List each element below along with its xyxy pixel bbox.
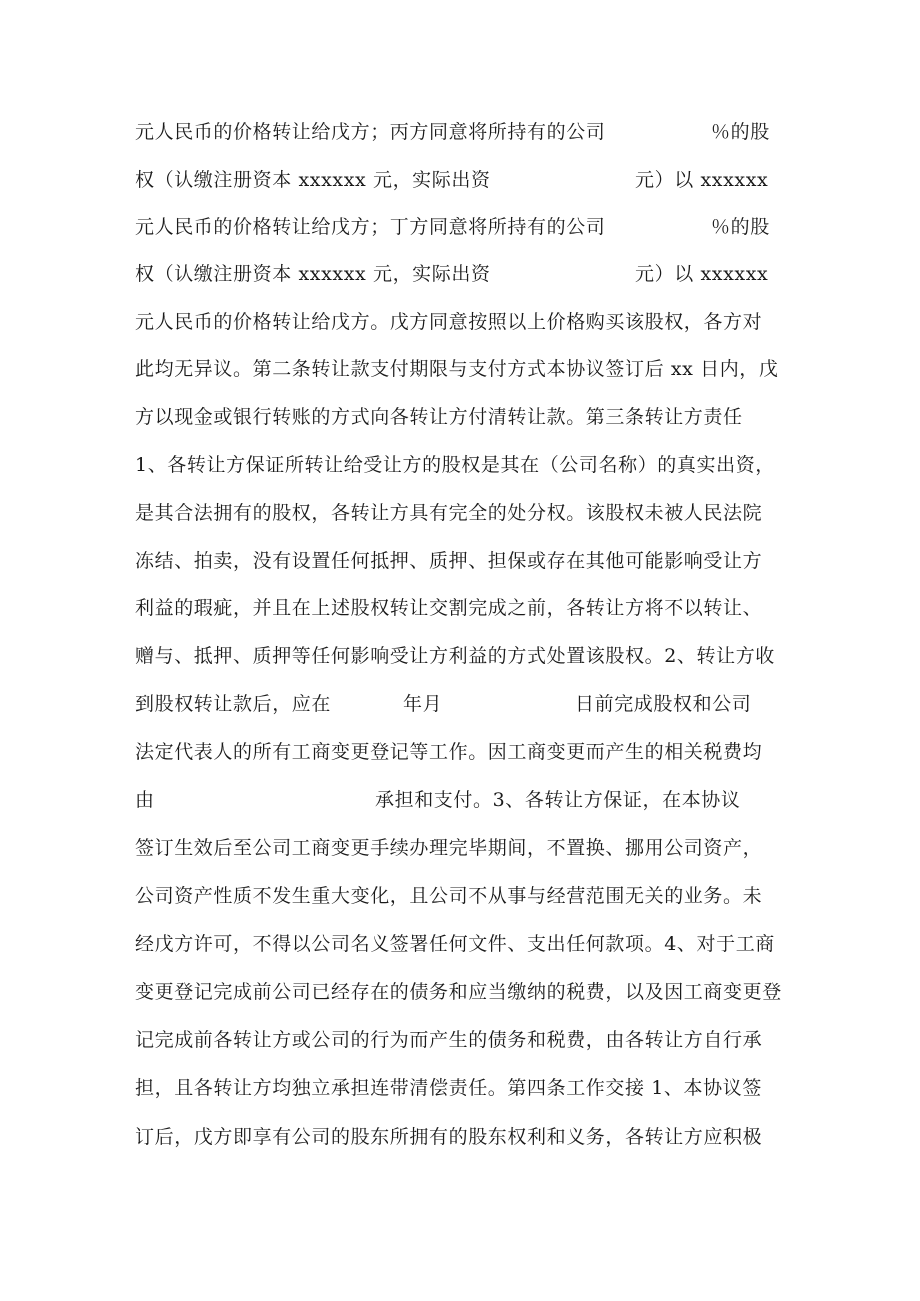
text-segment: 方以现金或银行转账的方式向各转让方付清转让款。第三条转让方责任: [135, 406, 743, 428]
text-segment: 公司资产性质不发生重大变化，且公司不从事与经营范围无关的业务。未: [135, 885, 763, 907]
text-segment: 元人民币的价格转让给戊方；丁方同意将所持有的公司: [135, 216, 606, 238]
text-segment: 权（认缴注册资本 xxxxxx 元，实际出资: [135, 263, 491, 285]
text-segment: 元人民币的价格转让给戊方；丙方同意将所持有的公司: [135, 121, 606, 143]
text-line: [135, 1123, 763, 1207]
text-segment: 元）以 xxxxxx: [635, 263, 769, 285]
text-segment: 赠与、抵押、质押等任何影响受让方利益的方式处置该股权。2、转让方收: [135, 645, 775, 667]
text-segment: 担，且各转让方均独立承担连带清偿责任。第四条工作交接 1、本协议签: [135, 1077, 762, 1099]
text-segment: 此均无异议。第二条转让款支付期限与支付方式本协议签订后 xx 日内，戊: [135, 358, 779, 380]
text-segment: 元人民币的价格转让给戊方。戊方同意按照以上价格购买该股权，各方对: [135, 311, 763, 333]
text-segment: 元）以 xxxxxx: [635, 169, 769, 191]
text-segment: 权（认缴注册资本 xxxxxx 元，实际出资: [135, 169, 491, 191]
text-segment: 法定代表人的所有工商变更登记等工作。因工商变更而产生的相关税费均: [135, 741, 763, 763]
text-segment: 订后，戊方即享有公司的股东所拥有的股东权利和义务，各转让方应积极: [135, 1126, 763, 1148]
text-segment: 年月: [403, 693, 443, 715]
text-segment: ％的股: [711, 216, 770, 238]
text-segment: 由: [135, 789, 155, 811]
text-segment: ％的股: [711, 121, 770, 143]
text-segment: 是其合法拥有的股权，各转让方具有完全的处分权。该股权未被人民法院: [135, 502, 763, 524]
text-segment: 冻结、拍卖，没有设置任何抵押、质押、担保或存在其他可能影响受让方: [135, 550, 763, 572]
text-segment: 到股权转让款后，应在: [135, 693, 332, 715]
text-segment: 变更登记完成前公司已经存在的债务和应当缴纳的税费，以及因工商变更登: [135, 981, 782, 1003]
text-segment: 日前完成股权和公司: [575, 693, 752, 715]
text-segment: 经戊方许可，不得以公司名义签署任何文件、支出任何款项。4、对于工商: [135, 933, 775, 955]
text-segment: 1、各转让方保证所转让给受让方的股权是其在（公司名称）的真实出资，: [135, 454, 775, 476]
text-segment: 利益的瑕疵，并且在上述股权转让交割完成之前，各转让方将不以转让、: [135, 597, 763, 619]
text-segment: 签订生效后至公司工商变更手续办理完毕期间，不置换、挪用公司资产，: [135, 837, 763, 859]
text-segment: 记完成前各转让方或公司的行为而产生的债务和税费，由各转让方自行承: [135, 1029, 763, 1051]
text-segment: 承担和支付。3、各转让方保证，在本协议: [375, 789, 741, 811]
